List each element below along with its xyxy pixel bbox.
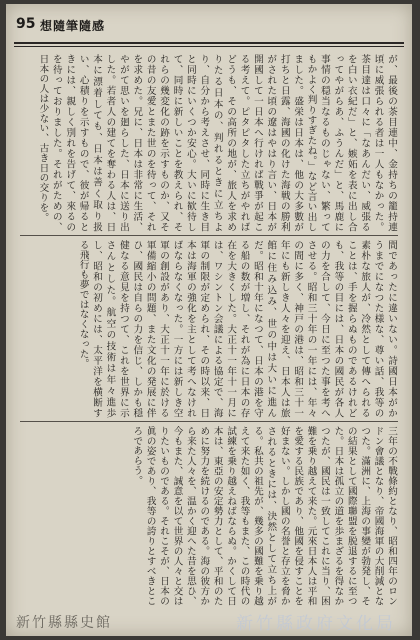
archive-seal: 新竹縣縣史館 [16,615,112,631]
page-number: 95 [16,16,36,32]
body-text-top: が、最後の茶目連中、金持ちの籠持連頃に威張られる者は一人もなかった。茶目達は口々に「なあんだい、威張るを白い衣紀だ」と、嫉妬を表に出し合ってやがらあ、ふうんだ」と、馬鹿に事情の穏当なるものじゃない、繁ってもかよく判りすぎたね。」など言い出しました。盛栄は日本は、他の大多數が打ちと日露、海國の化けた海戦の勝利がされた頃の遼はやはり言い、日本が開國して一日本へ行ければ戰爭が起こる考えて。ピタピタした立ちがやればどうも、その高所の地が、旅人を求めりたる日本の、判れるときに立ちより、自分から考えさせ、同時に生き目と同時にいくつか安心。大いに歓待して、同時に新しいことを教えられ、それらの幾変化の跡を示すものか、又その昔の友愛とまた世のを待って、それを求めた。兄に、日本は非常に生活、やがて思いを廻らした、日本に送り出した。若者人の建てを奪わる人は、日本に漂着しても、日本は善く取り扱い、心積りを示すもので、彼が帰るときには、親しく別れを告げて、來るのを待っておりました。それがための、日本の人は少ない、古き日の交りを。 [37,54,397,232]
tier-divider-2 [20,421,398,422]
watermark: 新竹縣政府文化局 [236,614,396,634]
text-tier-middle [20,240,398,418]
body-text-middle: 間であったに違いない。詩國日本がかうまでになつた様な、尊い話、我等の素朴な旅人が、冷然として傳へられることは、手を握らぬものであるけれども、我等の目には、日本の國民が各人の力を合して、今日に至つた事を考へさせる。昭和三十年の一年には、年々の間に多く、神戸の港は、昭和三十一年にも新しき人々を迎え、日本人は旅館に住み込み、世の中は大いに進んだ。昭和十年になつて、日本の港を守る船の数が増し、それが為に日本の存在を大きくした。大正十一年十一月には、ワシントン会議による協定で、海軍の制限が定められ、その時以来、日本は海軍の強化を主として考へなければならなくなった。一方には新しき空軍の創設があり、大正十一年に於ける軍備縮小の問題、また文化の発展に伴ひ、國民は自らの力を信じ、しかも穏健なる意見を持つて、これを世界に示さんとした。航空の技術は年々進歩し、昭和の初めには、太平洋を横断する飛行も夢ではなくなった。 [77,240,397,418]
tier-divider-1 [20,235,398,236]
body-text-bottom: 三年の不戰條約となり、昭和四年のロンドン會議となり、帝國海軍の大削減となつた。滿洲に、上海の事變が勃発し、その結果として國際聯盟を脱退するに至つた。日本は孤立の道を歩まざるを得なかつたが、國民は一致してこれに当り、困難を乗り越えて来た。元來日本人は平和を愛する民族であり、他國を侵すことを好まない。しかし國の名誉と存立を脅かされるときには、決然として立ち上がる。私共の祖先が、幾多の國難を乗り越えて来た如く、我等もまた、この時代の試練を乗り越えねばならぬ。かくして日本は、東亞の安定勢力として、平和のために努力を続けるのである。海の彼方から来た人々を、温かく迎へた昔を思ひ、今もまた、誠意を以て世界の人々と交はりたいものである。それこそが、日本の眞の姿であり、我等の誇りとすべきところであらう。 [131,426,397,606]
page-header [14,16,414,38]
header-rule-thin [14,46,404,47]
header-rule [14,42,404,44]
document-page [6,4,412,636]
running-title: 想隨筆隨感 [40,19,106,33]
text-tier-top [20,54,398,232]
text-tier-bottom [20,426,398,606]
